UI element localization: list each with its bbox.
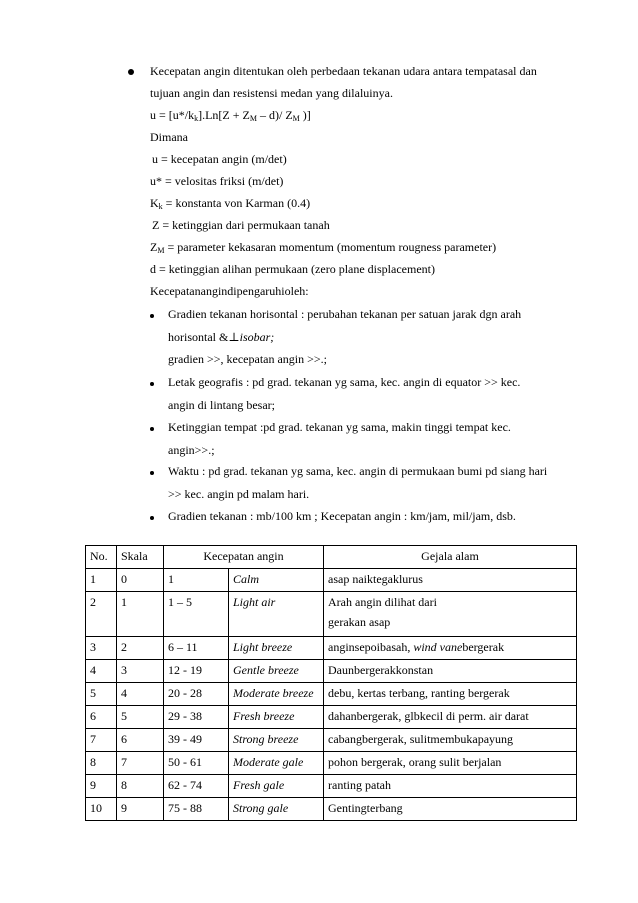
cell-name bbox=[229, 729, 324, 752]
dimana-label: Dimana bbox=[150, 130, 188, 144]
table-row bbox=[86, 592, 577, 637]
table-row bbox=[86, 706, 577, 729]
bullet-icon bbox=[150, 314, 154, 318]
cell-speed: 39 - 49 bbox=[164, 729, 229, 752]
factor-2-line-2: angin di lintang besar; bbox=[168, 398, 275, 412]
cell-gejala bbox=[324, 592, 577, 637]
influence-heading: Kecepatanangindipengaruhioleh: bbox=[150, 284, 309, 298]
cell-gejala bbox=[324, 637, 577, 660]
factor-2-line-1: Letak geografis : pd grad. tekanan yg sama, kec. angin di equator >> kec. bbox=[168, 375, 521, 389]
table-row bbox=[86, 729, 577, 752]
gejala-text: Arah angin dilihat dari bbox=[328, 595, 437, 609]
cell-skala: 6 bbox=[117, 729, 164, 752]
table-row bbox=[86, 660, 577, 683]
cell-no: 2 bbox=[86, 592, 117, 637]
gejala-text: asap naiktegaklurus bbox=[328, 572, 423, 586]
factor-3-line-1: Ketinggian tempat :pd grad. tekanan yg sama, makin tinggi tempat kec. bbox=[168, 420, 511, 434]
header-kecepatan: Kecepatan angin bbox=[164, 546, 324, 569]
factor-1-line-3: gradien >>, kecepatan angin >>.; bbox=[168, 352, 328, 366]
gejala-text: anginsepoibasah, bbox=[328, 640, 414, 654]
definition-kk: $K_k$ = konstanta von Karman (0.4) bbox=[150, 196, 311, 211]
bullet-icon bbox=[128, 69, 134, 75]
cell-name bbox=[229, 660, 324, 683]
cell-name bbox=[229, 637, 324, 660]
gejala-text: dahanbergerak, glbkecil di perm. air darat bbox=[328, 709, 529, 723]
cell-name bbox=[229, 798, 324, 821]
factor-1-text: horisontal &⊥ bbox=[168, 330, 240, 344]
factor-5-line-1: Gradien tekanan : mb/100 km ; Kecepatan angin : km/jam, mil/jam, dsb. bbox=[168, 509, 516, 523]
table-row bbox=[86, 798, 577, 821]
cell-speed: 50 - 61 bbox=[164, 752, 229, 775]
wind-name: Moderate gale bbox=[233, 755, 304, 769]
cell-no: 1 bbox=[86, 569, 117, 592]
wind-name: Gentle breeze bbox=[233, 663, 299, 677]
formula: $u = [u*/k_k].Ln[Z + Z_M - d)/$ $Z_M$ )] bbox=[150, 108, 311, 123]
cell-skala: 0 bbox=[117, 569, 164, 592]
gejala-italic: wind vane bbox=[413, 640, 463, 654]
intro-line-2: tujuan angin dan resistensi medan yang dilaluinya. bbox=[150, 86, 393, 100]
wind-name: Calm bbox=[233, 572, 260, 586]
wind-name: Strong breeze bbox=[233, 732, 299, 746]
bullet-icon bbox=[150, 427, 154, 431]
gejala-text: Gentingterbang bbox=[328, 801, 403, 815]
gejala-text: Daunbergerakkonstan bbox=[328, 663, 434, 677]
cell-speed: 6 – 11 bbox=[164, 637, 229, 660]
cell-no: 8 bbox=[86, 752, 117, 775]
bullet-icon bbox=[150, 382, 154, 386]
factor-3-line-2: angin>>.; bbox=[168, 443, 215, 457]
factor-1-line-1: Gradien tekanan horisontal : perubahan tekanan per satuan jarak dgn arah bbox=[168, 307, 522, 321]
cell-skala: 3 bbox=[117, 660, 164, 683]
gejala-text: cabangbergerak, sulitmembukapayung bbox=[328, 732, 514, 746]
cell-no: 10 bbox=[86, 798, 117, 821]
cell-skala: 2 bbox=[117, 637, 164, 660]
factor-4-line-1: Waktu : pd grad. tekanan yg sama, kec. angin di permukaan bumi pd siang hari bbox=[168, 464, 548, 478]
cell-gejala bbox=[324, 752, 577, 775]
table-header-row bbox=[86, 546, 577, 569]
factor-4-line-2: >> kec. angin pd malam hari. bbox=[168, 487, 310, 501]
wind-name: Fresh breeze bbox=[233, 709, 295, 723]
cell-gejala bbox=[324, 660, 577, 683]
cell-name bbox=[229, 706, 324, 729]
cell-name bbox=[229, 683, 324, 706]
cell-speed: 1 – 5 bbox=[164, 592, 229, 637]
wind-name: Fresh gale bbox=[233, 778, 285, 792]
cell-skala: 4 bbox=[117, 683, 164, 706]
definition-zm: $Z_M$ = parameter kekasaran momentum (momentum rougness parameter) bbox=[150, 240, 497, 255]
cell-speed: 1 bbox=[164, 569, 229, 592]
table-row bbox=[86, 569, 577, 592]
gejala-text: pohon bergerak, orang sulit berjalan bbox=[328, 755, 502, 769]
cell-no: 6 bbox=[86, 706, 117, 729]
table-row bbox=[86, 683, 577, 706]
bullet-icon bbox=[150, 471, 154, 475]
gejala-text: ranting patah bbox=[328, 778, 391, 792]
cell-gejala bbox=[324, 569, 577, 592]
gejala-text: debu, kertas terbang, ranting bergerak bbox=[328, 686, 510, 700]
cell-speed: 12 - 19 bbox=[164, 660, 229, 683]
intro-line-1: Kecepatan angin ditentukan oleh perbedaan tekanan udara antara tempatasal dan bbox=[150, 64, 537, 78]
definition-z: Z = ketinggian dari permukaan tanah bbox=[152, 218, 330, 232]
isobar-text: isobar; bbox=[239, 330, 275, 344]
cell-name bbox=[229, 752, 324, 775]
cell-no: 3 bbox=[86, 637, 117, 660]
cell-no: 4 bbox=[86, 660, 117, 683]
cell-gejala bbox=[324, 798, 577, 821]
cell-name bbox=[229, 592, 324, 637]
table-row bbox=[86, 775, 577, 798]
cell-no: 5 bbox=[86, 683, 117, 706]
definition-u: u = kecepatan angin (m/det) bbox=[152, 152, 287, 166]
cell-skala: 1 bbox=[117, 592, 164, 637]
cell-gejala bbox=[324, 706, 577, 729]
header-skala: Skala bbox=[117, 546, 164, 569]
cell-speed: 20 - 28 bbox=[164, 683, 229, 706]
cell-speed: 75 - 88 bbox=[164, 798, 229, 821]
wind-name: Light breeze bbox=[233, 640, 293, 654]
cell-skala: 8 bbox=[117, 775, 164, 798]
cell-gejala bbox=[324, 729, 577, 752]
definition-u-star: u* = velositas friksi (m/det) bbox=[150, 174, 284, 188]
wind-name: Light air bbox=[233, 595, 276, 609]
cell-speed: 62 - 74 bbox=[164, 775, 229, 798]
factor-1-line-2 bbox=[168, 330, 274, 345]
gejala-tail: bergerak bbox=[462, 640, 505, 654]
cell-no: 7 bbox=[86, 729, 117, 752]
header-no: No. bbox=[86, 546, 117, 569]
cell-skala: 5 bbox=[117, 706, 164, 729]
header-gejala: Gejala alam bbox=[324, 546, 577, 569]
wind-name: Strong gale bbox=[233, 801, 289, 815]
cell-speed: 29 - 38 bbox=[164, 706, 229, 729]
cell-skala: 9 bbox=[117, 798, 164, 821]
cell-no: 9 bbox=[86, 775, 117, 798]
wind-scale-table bbox=[85, 545, 577, 821]
gejala-text-2: gerakan asap bbox=[328, 615, 391, 629]
definition-d: d = ketinggian alihan permukaan (zero plane displacement) bbox=[150, 262, 435, 276]
table-row bbox=[86, 752, 577, 775]
wind-name: Moderate breeze bbox=[233, 686, 314, 700]
cell-gejala bbox=[324, 775, 577, 798]
table-row bbox=[86, 637, 577, 660]
cell-name bbox=[229, 775, 324, 798]
bullet-icon bbox=[150, 516, 154, 520]
cell-gejala bbox=[324, 683, 577, 706]
cell-name bbox=[229, 569, 324, 592]
cell-skala: 7 bbox=[117, 752, 164, 775]
